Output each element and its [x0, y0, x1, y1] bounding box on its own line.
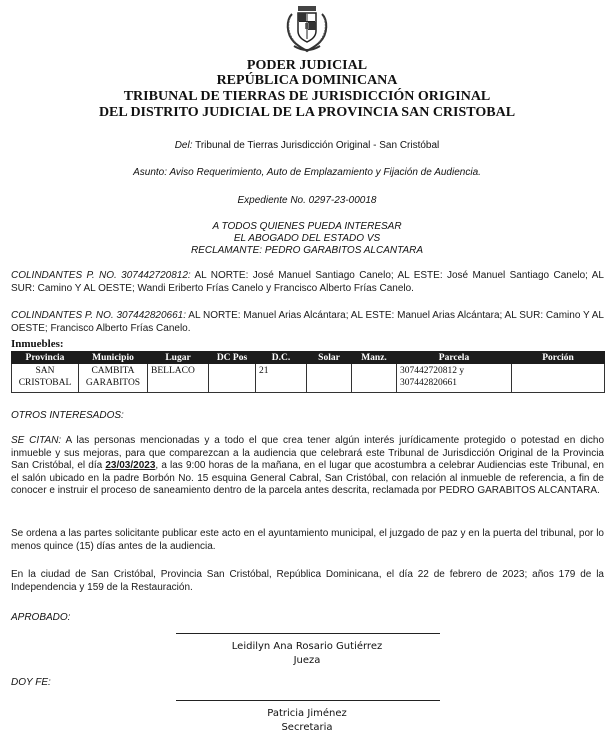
col-solar: Solar [307, 352, 352, 364]
cell-lugar: BELLACO [148, 364, 209, 393]
address-line-2: EL ABOGADO DEL ESTADO VS [233, 233, 381, 244]
se-citan-paragraph [11, 435, 604, 498]
secretaria-name: Patricia Jiménez [267, 708, 347, 719]
cell-porcion [512, 364, 605, 393]
coat-of-arms-emblem [284, 4, 330, 54]
doy-fe-label: DOY FE: [11, 677, 51, 688]
parcela-2: 307442820661 [400, 378, 457, 388]
inmuebles-table [11, 351, 605, 393]
del-line [0, 140, 614, 151]
aprobado-label: APROBADO: [11, 612, 71, 623]
colindantes-2 [11, 310, 604, 335]
colindantes-2-text: AL NORTE: Manuel Arias Alcántara; AL ESTE: Manuel Arias Alcántara; AL SUR: Camino Y AL OESTE; Francisco Alberto Frías Canelo. [11, 310, 604, 334]
col-manz: Manz. [352, 352, 397, 364]
cell-provincia: SAN CRISTOBAL [12, 364, 79, 393]
cell-parcela [397, 364, 512, 393]
se-citan-text-b: , a las 9:00 horas de la mañana, en el lugar que acostumbra a celebrar Audiencias este Tribunal, en el salón ubicado en la padre Borbón No. 15 esquina General Cabral, San Cristóbal, con relación al inmueble de referencia, a fin de conocer e instruir el proceso de saneamiento dentro de la parcela antes descrita, reclamada por PEDRO GARABITOS ALCANTARA. [11, 460, 604, 496]
hearing-date: 23/03/2023 [105, 460, 156, 471]
secretaria-role: Secretaria [281, 722, 333, 733]
se-citan-text-a: A las personas mencionadas y a todo el que crea tener algún interés jurídicamente protegido o potestad en dicho inmueble y sus mejoras, para que comparezcan a la audiencia que celebrará este Tribunal de Jurisdicción Original de la Provincia San Cristóbal, el día [11, 435, 605, 471]
col-dc: D.C. [256, 352, 307, 364]
cell-municipio: CAMBITA GARABITOS [79, 364, 148, 393]
otros-interesados: OTROS INTERESADOS: [11, 410, 124, 421]
col-dc-pos: DC Pos [209, 352, 256, 364]
del-value: Tribunal de Tierras Jurisdicción Original - San Cristóbal [195, 140, 440, 151]
jueza-name: Leidilyn Ana Rosario Gutiérrez [231, 641, 383, 652]
cell-solar [307, 364, 352, 393]
expediente-number: Expediente No. 0297-23-00018 [237, 195, 377, 206]
inmuebles-title: Inmuebles: [11, 338, 64, 350]
asunto-line [0, 167, 614, 178]
secretaria-signature-line [176, 700, 440, 701]
col-porcion: Porción [512, 352, 605, 364]
header-tribunal: TRIBUNAL DE TIERRAS DE JURISDICCIÓN ORIGINAL [123, 89, 491, 104]
colindantes-1-label: COLINDANTES P. NO. 307442720812: [11, 270, 191, 281]
jueza-role: Jueza [293, 655, 321, 666]
cell-dc-pos [209, 364, 256, 393]
colindantes-1 [11, 270, 604, 295]
asunto-value: Aviso Requerimiento, Auto de Emplazamiento y Fijación de Audiencia. [169, 167, 481, 178]
address-line-3: RECLAMANTE: PEDRO GARABITOS ALCANTARA [190, 245, 424, 256]
ciudad-paragraph: En la ciudad de San Cristóbal, Provincia San Cristóbal, República Dominicana, el día 22 de febrero de 2023; años 179 de la Independencia y 159 de la Restauración. [11, 569, 604, 593]
header-poder-judicial: PODER JUDICIAL [246, 58, 368, 73]
col-lugar: Lugar [148, 352, 209, 364]
header-republica: REPÚBLICA DOMINICANA [216, 73, 398, 88]
col-parcela: Parcela [397, 352, 512, 364]
header-distrito: DEL DISTRITO JUDICIAL DE LA PROVINCIA SAN CRISTOBAL [98, 105, 516, 120]
jueza-signature-line [176, 633, 440, 634]
asunto-label: Asunto: [133, 167, 168, 178]
col-provincia: Provincia [12, 352, 79, 364]
colindantes-2-label: COLINDANTES P. NO. 307442820661: [11, 310, 187, 321]
ordena-paragraph: Se ordena a las partes solicitante publicar este acto en el ayuntamiento municipal, el juzgado de paz y en la puerta del tribunal, por lo menos quince (15) días antes de la audiencia. [11, 528, 604, 552]
del-label: Del: [174, 140, 193, 151]
col-municipio: Municipio [79, 352, 148, 364]
table-row [12, 364, 605, 393]
cell-manz [352, 364, 397, 393]
table-header-row [12, 352, 605, 364]
parcela-1: 307442720812 y [400, 366, 465, 376]
colindantes-1-text: AL NORTE: José Manuel Santiago Canelo; AL ESTE: José Manuel Santiago Canelo; AL SUR: Camino Y AL OESTE; Wandi Eriberto Frías Canelo y Francisco Alberto Frías Canelo. [11, 270, 604, 294]
cell-dc: 21 [256, 364, 307, 393]
address-line-1: A TODOS QUIENES PUEDA INTERESAR [212, 221, 402, 232]
se-citan-label: SE CITAN: [11, 435, 62, 446]
